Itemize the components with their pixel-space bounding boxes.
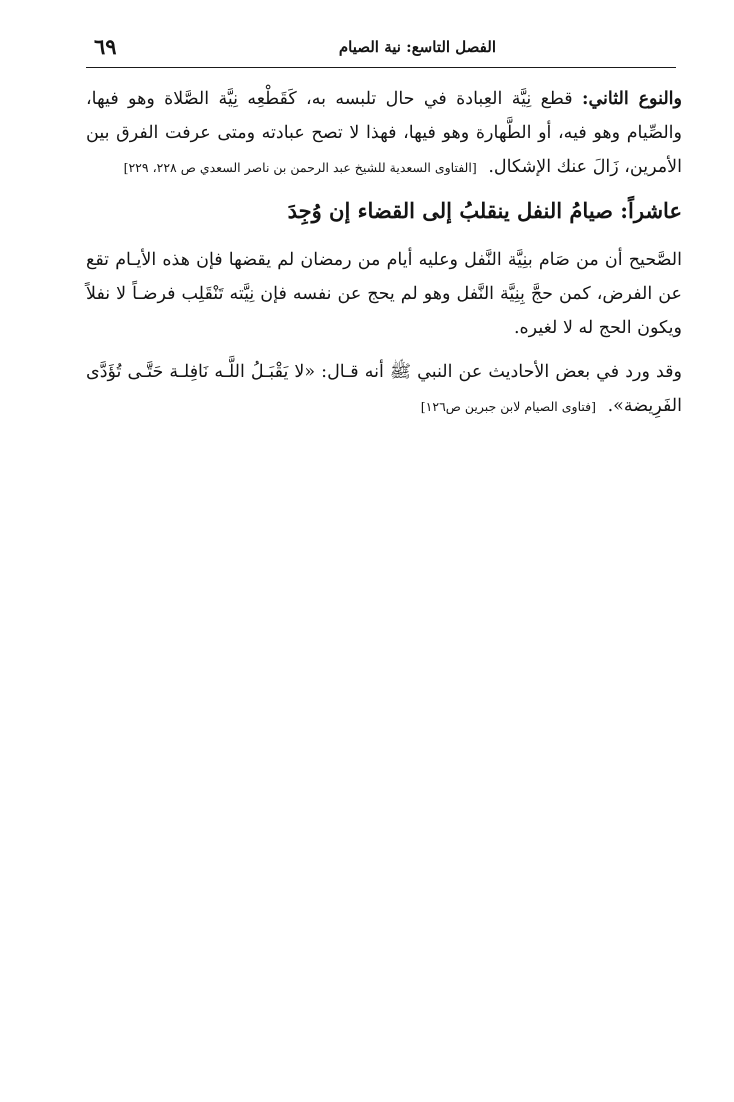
- page-number: ٦٩: [94, 34, 117, 59]
- header-divider: [86, 67, 676, 68]
- page-body: [86, 82, 682, 424]
- type-two-paragraph: [86, 82, 682, 185]
- chapter-title: الفصل التاسع: نية الصيام: [338, 38, 496, 56]
- type-two-citation: [الفتاوى السعدية للشيخ عبد الرحمن بن ناصر السعدي ص ٢٢٨، ٢٢٩]: [123, 160, 477, 175]
- paragraph-gap: [86, 345, 682, 355]
- page-header: [86, 30, 676, 64]
- section-heading: عاشراً: صيامُ النفل ينقلبُ إلى القضاء إن وُجِدَ: [287, 198, 682, 223]
- paragraph-2-citation: [فتاوى الصيام لابن جبرين ص١٢٦]: [420, 399, 597, 414]
- type-two-text: قطع نِيَّة العِبادة في حال تلبسه به، كَقَطْعِه نِيَّة الصَّلاة وهو فيها، والصِّيام وهو فيه، أو الطَّهارة وهو فيها، فهذا لا تصح عبادته ومتى عرفت الفرق بين الأمرين، زَالَ عنك الإشكال.: [86, 89, 682, 177]
- paragraph-2-text: وقد ورد في بعض الأحاديث عن النبي ﷺ أنه قـال: «لا يَقْبَـلُ اللَّـه نَافِلـة حَتَّـى تُؤَدَّى الفَرِيضة».: [86, 362, 682, 416]
- paragraph-2: [86, 355, 682, 424]
- type-two-lead: والنوع الثاني:: [581, 89, 682, 109]
- paragraph-1: الصَّحيح أن من صَام بنِيَّة النَّفل وعليه أيام من رمضان لم يقضها فإن هذه الأيـام تقع عن الفرض، كمن حجَّ بِنِيَّة النَّفل وهو لم يحج عن نفسه فإن نِيَّته تَنْقَلِب فرضـاً لا نفلاً ويكون الحج له لا لغيره.: [86, 250, 682, 338]
